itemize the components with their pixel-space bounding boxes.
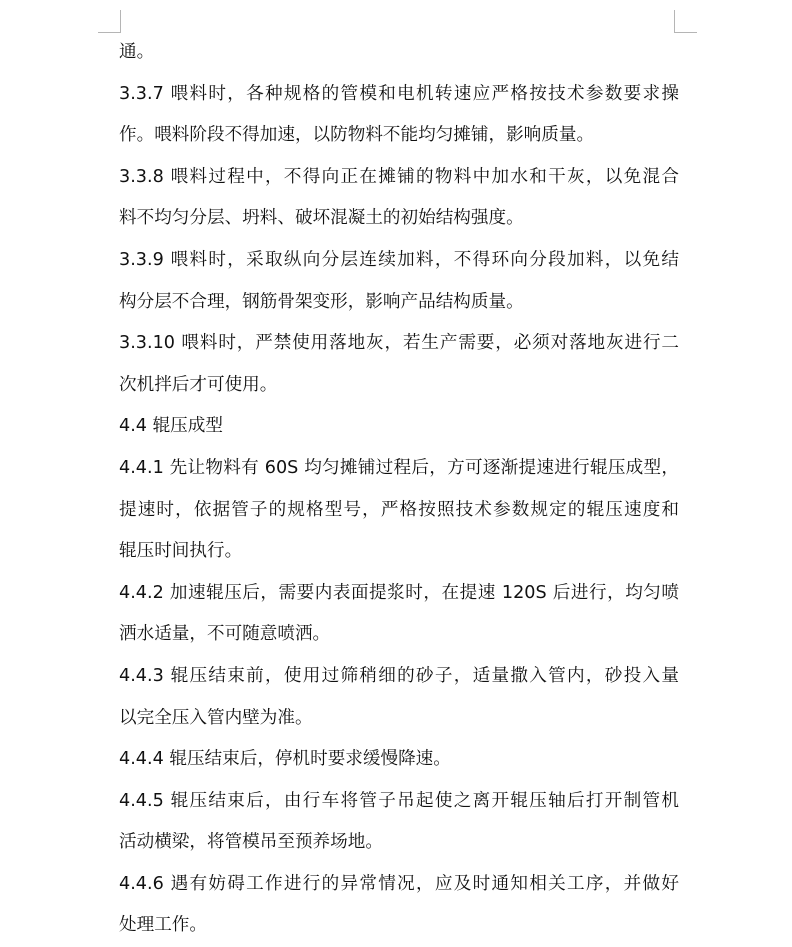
- text-line: 4.4.1 先让物料有 60S 均匀摊铺过程后，方可逐渐提速进行辊压成型，: [119, 457, 679, 478]
- text-line: 辊压时间执行。: [119, 541, 243, 562]
- page-corner-mark-top-right: [674, 10, 697, 33]
- text-line: 4.4.3 辊压结束前，使用过筛稍细的砂子，适量撒入管内，砂投入量: [119, 665, 679, 686]
- text-line: 处理工作。: [119, 915, 207, 936]
- text-line: 以完全压入管内壁为准。: [119, 707, 313, 728]
- text-line: 3.3.7 喂料时，各种规格的管模和电机转速应严格按技术参数要求操: [119, 83, 679, 104]
- text-line: 构分层不合理，钢筋骨架变形，影响产品结构质量。: [119, 291, 524, 312]
- text-line: 洒水适量，不可随意喷洒。: [119, 624, 331, 645]
- text-line: 活动横梁，将管模吊至预养场地。: [119, 832, 383, 853]
- text-line: 3.3.9 喂料时，采取纵向分层连续加料，不得环向分段加料，以免结: [119, 249, 679, 270]
- text-line: 4.4.4 辊压结束后，停机时要求缓慢降速。: [119, 749, 451, 770]
- text-line: 提速时，依据管子的规格型号，严格按照技术参数规定的辊压速度和: [119, 499, 679, 520]
- section-heading: 4.4 辊压成型: [119, 416, 223, 437]
- page-corner-mark-top-left: [98, 10, 121, 33]
- text-line: 4.4.2 加速辊压后，需要内表面提浆时，在提速 120S 后进行，均匀喷: [119, 582, 679, 603]
- text-line: 3.3.10 喂料时，严禁使用落地灰，若生产需要，必须对落地灰进行二: [119, 333, 679, 354]
- text-line: 料不均匀分层、坍料、破坏混凝土的初始结构强度。: [119, 208, 524, 229]
- text-line: 作。喂料阶段不得加速，以防物料不能均匀摊铺，影响质量。: [119, 125, 595, 146]
- text-line: 次机拌后才可使用。: [119, 374, 278, 395]
- text-line: 4.4.5 辊压结束后，由行车将管子吊起使之离开辊压轴后打开制管机: [119, 790, 679, 811]
- text-line: 4.4.6 遇有妨碍工作进行的异常情况，应及时通知相关工序，并做好: [119, 873, 679, 894]
- text-line: 3.3.8 喂料过程中，不得向正在摊铺的物料中加水和干灰，以免混合: [119, 166, 679, 187]
- document-body: [119, 32, 679, 947]
- text-line: 通。: [119, 42, 155, 62]
